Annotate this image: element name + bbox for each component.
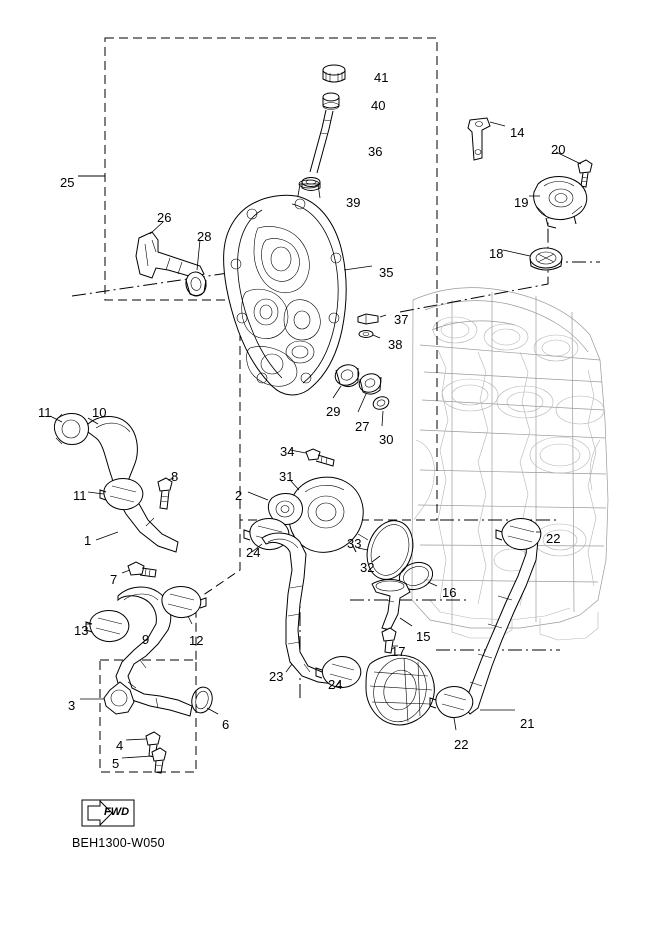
part-23-coolant-hose <box>262 533 336 684</box>
part-13-clamp <box>86 611 129 642</box>
callout-number-22: 22 <box>546 531 561 546</box>
part-8-bolt <box>158 478 172 509</box>
part-27-mechanical-seal <box>357 371 384 395</box>
callout-number-40: 40 <box>371 98 386 113</box>
callout-number-13: 13 <box>74 623 89 638</box>
callout-number-17: 17 <box>391 644 406 659</box>
callout-number-5: 5 <box>112 756 120 771</box>
callout-number-30: 30 <box>379 432 394 447</box>
oil-cooler-body <box>366 653 434 726</box>
part-7-bolt <box>128 562 156 577</box>
part-15-water-pipe <box>372 580 410 631</box>
callout-number-38: 38 <box>388 337 403 352</box>
callout-number-41: 41 <box>374 70 389 85</box>
part-11-clamp-upper <box>54 414 88 445</box>
callout-number-8: 8 <box>171 469 179 484</box>
part-38-washer <box>359 331 373 338</box>
callout-number-2: 2 <box>235 488 243 503</box>
callout-number-9: 9 <box>142 632 150 647</box>
part-5-bolt <box>152 748 166 773</box>
callout-number-4: 4 <box>116 738 124 753</box>
callout-number-3: 3 <box>68 698 76 713</box>
part-26-impeller-shaft <box>136 232 204 278</box>
callout-number-27: 27 <box>355 419 370 434</box>
callout-number-24: 24 <box>328 677 343 692</box>
callout-number-32: 32 <box>360 560 375 575</box>
callout-number-35: 35 <box>379 265 394 280</box>
part-21-coolant-hose-right <box>464 527 538 714</box>
callout-number-11: 11 <box>38 405 52 420</box>
part-code-label: BEH1300-W050 <box>72 836 165 850</box>
callout-number-36: 36 <box>368 144 383 159</box>
callout-number-22: 22 <box>454 737 469 752</box>
callout-number-28: 28 <box>197 229 212 244</box>
part-41-cap <box>323 65 345 82</box>
callout-number-14: 14 <box>510 125 525 140</box>
part-18-thermostat <box>530 248 562 270</box>
callout-number-16: 16 <box>442 585 457 600</box>
callout-number-29: 29 <box>326 404 341 419</box>
callout-number-19: 19 <box>514 195 529 210</box>
part-36-dipstick-tube <box>310 110 333 173</box>
part-40-seal <box>323 93 339 110</box>
fwd-label: FWD <box>104 806 130 818</box>
callout-number-11: 11 <box>73 488 87 503</box>
part-20-bolt <box>578 160 592 187</box>
part-11-clamp-lower <box>100 479 143 510</box>
callout-number-26: 26 <box>157 210 172 225</box>
callout-number-39: 39 <box>346 195 361 210</box>
callout-number-33: 33 <box>347 536 362 551</box>
callout-number-1: 1 <box>84 533 92 548</box>
callout-number-20: 20 <box>551 142 566 157</box>
callout-number-31: 31 <box>279 469 294 484</box>
callout-number-15: 15 <box>416 629 431 644</box>
callout-number-12: 12 <box>189 633 204 648</box>
callout-number-34: 34 <box>280 444 295 459</box>
callout-number-10: 10 <box>92 405 107 420</box>
part-22-clamp-upper-right <box>496 519 541 550</box>
part-34-bolt <box>306 449 334 466</box>
callout-number-23: 23 <box>269 669 284 684</box>
callout-number-18: 18 <box>489 246 504 261</box>
part-30-circlip <box>371 395 390 412</box>
callout-number-6: 6 <box>222 717 230 732</box>
part-22-clamp-lower-right <box>430 687 473 718</box>
callout-number-37: 37 <box>394 312 409 327</box>
callout-number-21: 21 <box>520 716 535 731</box>
part-29-oil-seal <box>332 361 361 388</box>
callout-number-7: 7 <box>110 572 118 587</box>
part-14-bracket <box>468 118 490 160</box>
callout-number-25: 25 <box>60 175 75 190</box>
part-19-thermostat-housing <box>534 177 587 228</box>
callout-number-24: 24 <box>246 545 261 560</box>
part-37-bolt <box>358 314 378 324</box>
part-35-crankcase-cover <box>224 180 347 395</box>
part-12-clamp <box>162 587 206 618</box>
